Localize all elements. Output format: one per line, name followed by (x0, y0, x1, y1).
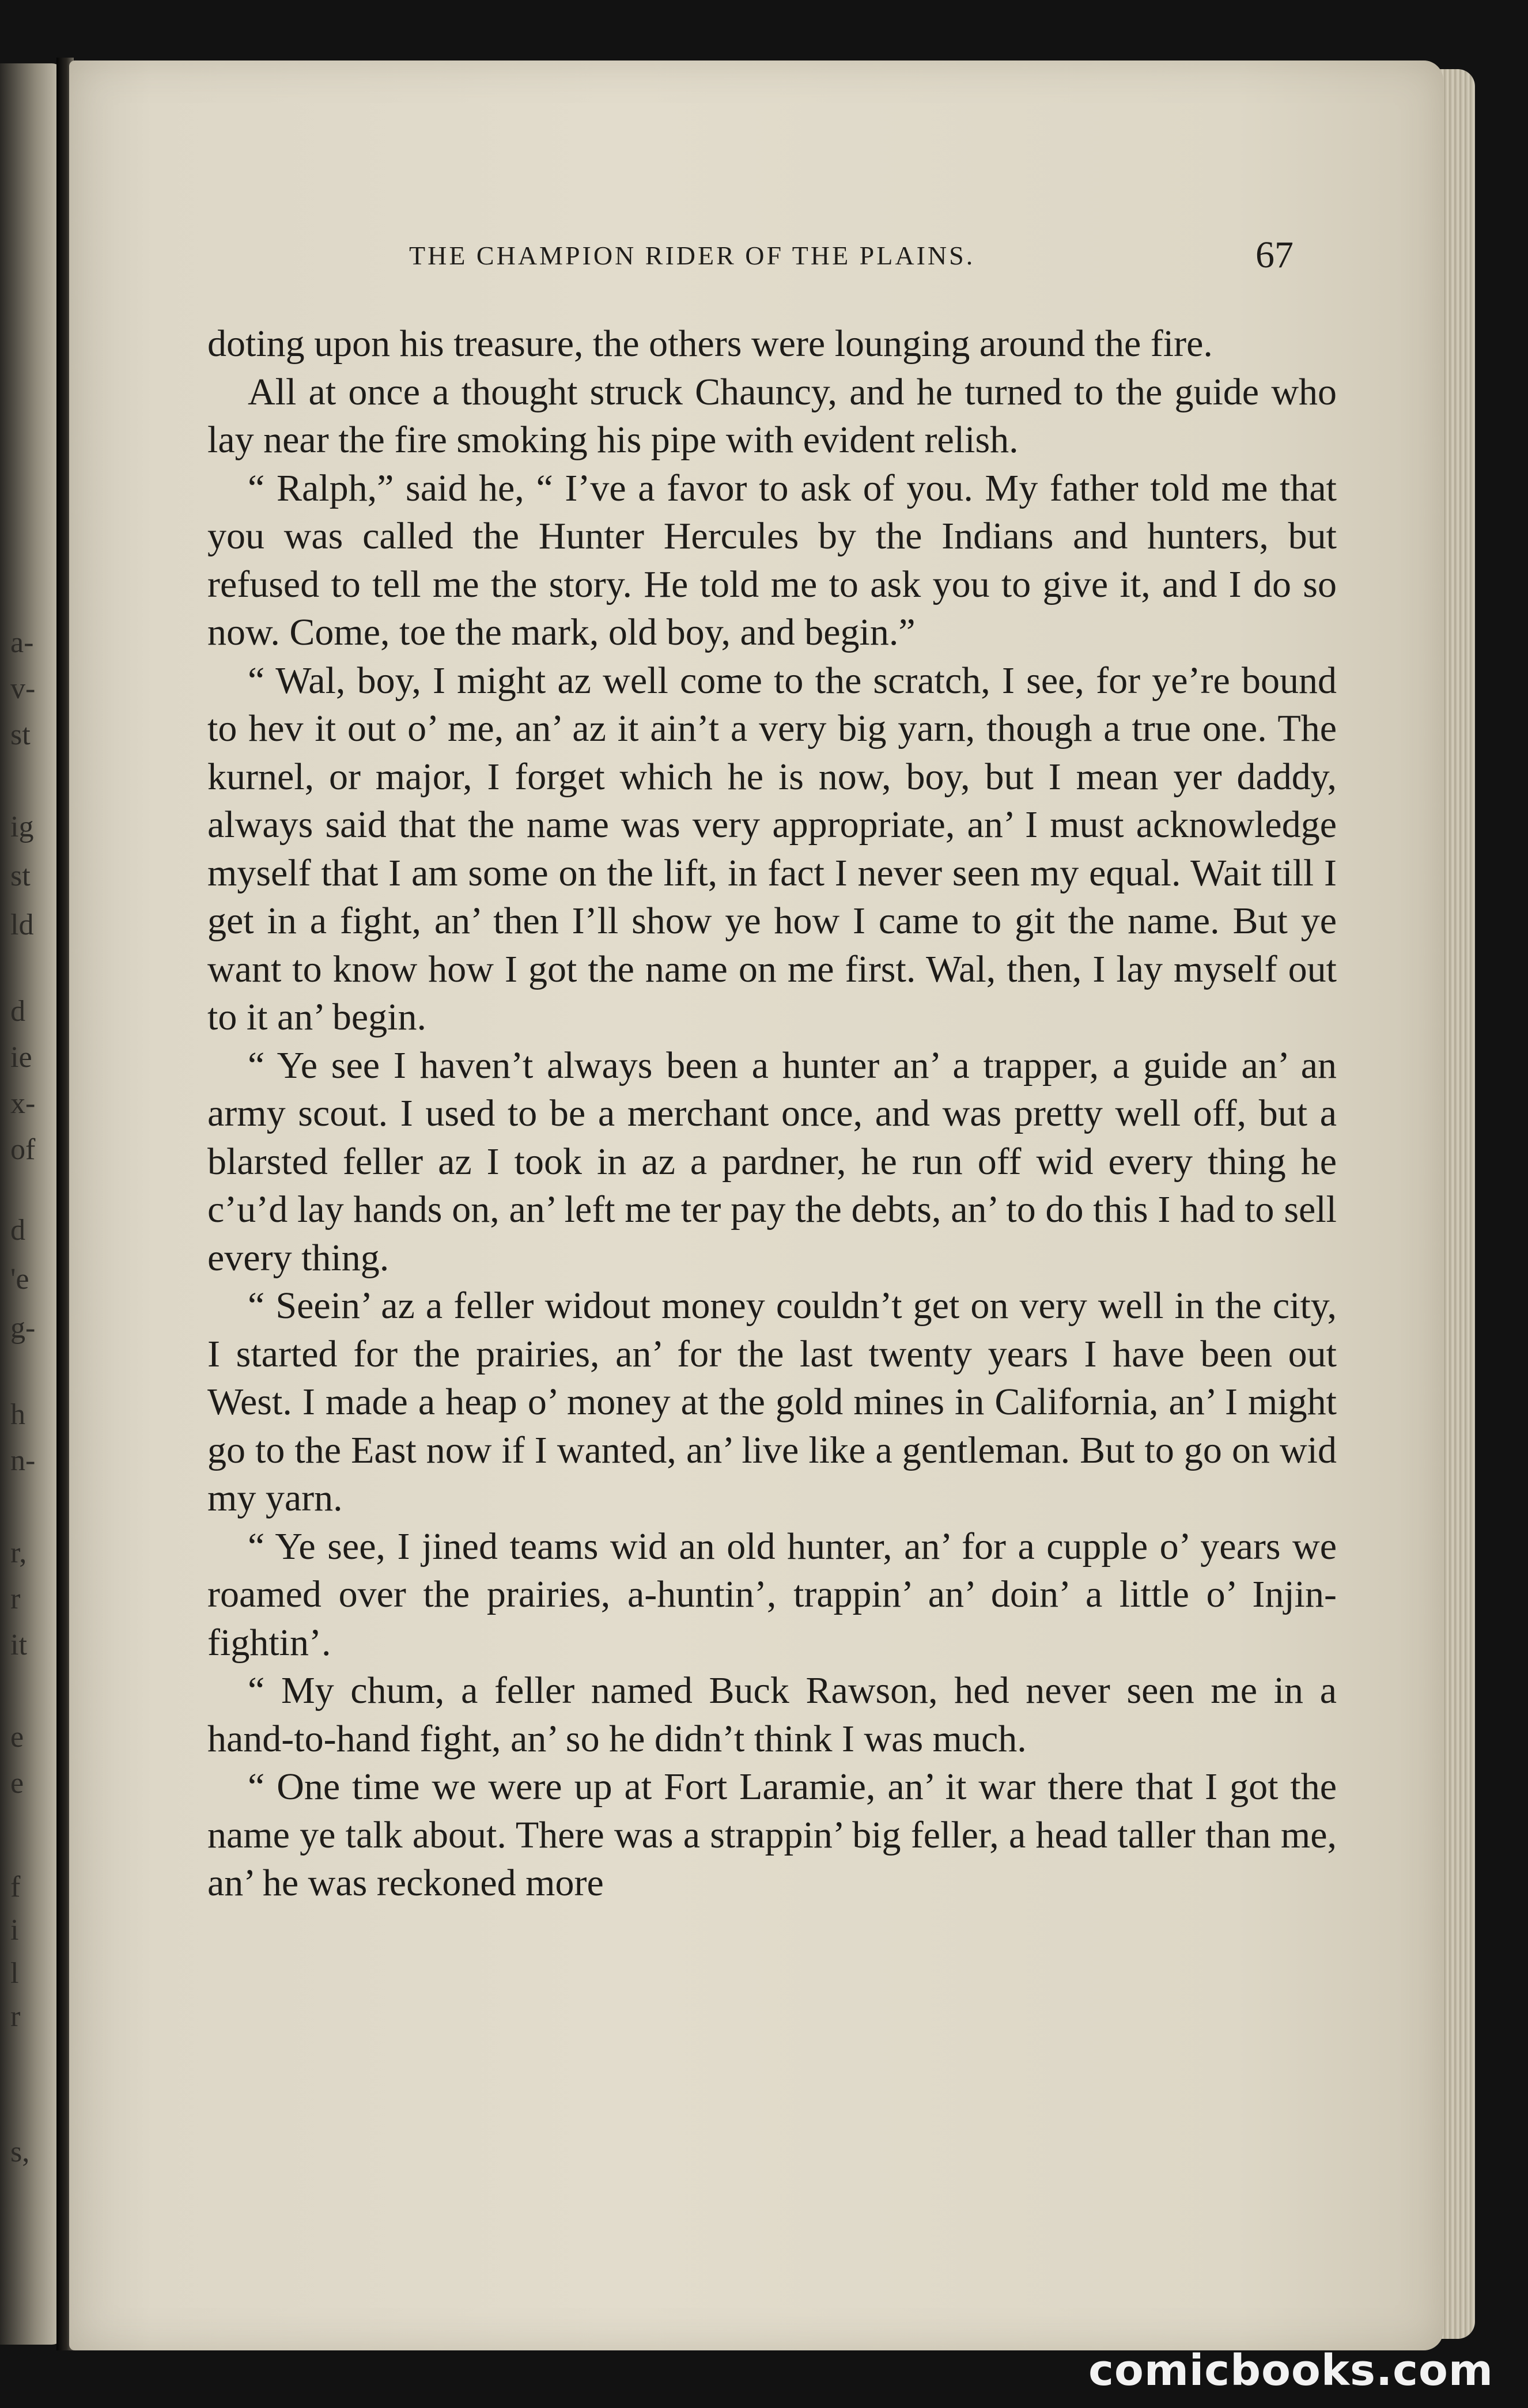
paragraph: doting upon his treasure, the others were lounging around the fire. (207, 323, 1213, 365)
left-page-fragment: 'e (10, 1263, 29, 1296)
left-page-fragment: n- (10, 1444, 36, 1477)
left-page-fragment: of (10, 1133, 36, 1166)
left-page-fragment: d (10, 995, 25, 1028)
left-page-fragment: r, (10, 1536, 27, 1569)
paragraph: “ My chum, a feller named Buck Rawson, hed never seen me in a hand-to-hand fight, an’ so he didn’t think I was much. (207, 1669, 1337, 1760)
left-page-fragment: r (10, 2000, 21, 2033)
left-page-fragment: ld (10, 908, 34, 941)
left-page-edge (0, 63, 63, 2345)
body-text (207, 320, 1337, 1907)
paragraph: “ Ye see I haven’t always been a hunter an’ a trapper, a guide an’ an army scout. I used to be a merchant once, and was pretty well off, but a blarsted feller az I took in az a pardner, he run off wid every thing he c’u’d lay hands on, an’ left me ter pay the debts, an’ to do this I had to sell every thing. (207, 1044, 1337, 1279)
left-page-fragment: h (10, 1398, 25, 1431)
paragraph: “ Seein’ az a feller widout money couldn’t get on very well in the city, I started for the prairies, an’ for the last twenty years I have been out West. I made a heap o’ money at the gold mines in California, an’ I might go to the East now if I wanted, an’ live like a gentleman. But to go on wid my yarn. (207, 1285, 1337, 1519)
left-page-fragment: e (10, 1767, 24, 1800)
left-page-fragment: g- (10, 1312, 36, 1345)
paragraph: “ One time we were up at Fort Laramie, an’ it war there that I got the name ye talk about. There was a strappin’ big feller, a head taller than me, an’ he was reckoned more (207, 1766, 1337, 1904)
left-page-fragment: it (10, 1629, 27, 1661)
left-page-fragment: s, (10, 2136, 30, 2168)
left-page-fragment: st (10, 860, 31, 892)
watermark: comicbooks.com (1088, 2346, 1493, 2395)
left-page-fragment: a- (10, 626, 34, 659)
page-header (409, 233, 1293, 279)
paragraph: “ Ralph,” said he, “ I’ve a favor to ask of you. My father told me that you was called the Hunter Hercules by the Indians and hunters, but refused to tell me the story. He told me to ask you to give it, and I do so now. Come, toe the mark, old boy, and begin.” (207, 467, 1337, 653)
paragraph: “ Ye see, I jined teams wid an old hunter, an’ for a cupple o’ years we roamed over the prairies, a-huntin’, trappin’ an’ doin’ a little o’ Injin-fightin’. (207, 1525, 1337, 1664)
page-number: 67 (1255, 234, 1293, 276)
left-page-fragment: f (10, 1871, 21, 1903)
paragraph: All at once a thought struck Chauncy, and he turned to the guide who lay near the fire smoking his pipe with evident relish. (207, 370, 1337, 461)
left-page-fragment: x- (10, 1087, 36, 1120)
left-page-fragment: i (10, 1914, 19, 1947)
left-page-fragment: ie (10, 1041, 32, 1074)
left-page-fragment: d (10, 1214, 25, 1247)
left-page-fragment: r (10, 1582, 21, 1615)
left-page-fragment: st (10, 718, 31, 751)
paragraph: “ Wal, boy, I might az well come to the scratch, I see, for ye’re bound to hev it out o’ me, an’ az it ain’t a very big yarn, though a true one. The kurnel, or major, I forget which he is now, boy, but I mean yer daddy, always said that the name was very appropriate, an’ I must acknowledge myself that I am some on the lift, in fact I never seen my equal. Wait till I get in a fight, an’ then I’ll show ye how I came to git the name. But ye want to know how I got the name on me first. Wal, then, I lay myself out to it an’ begin. (207, 659, 1337, 1038)
left-page-fragment: l (10, 1957, 19, 1990)
running-head: THE CHAMPION RIDER OF THE PLAINS. (409, 241, 975, 270)
book-page (69, 60, 1443, 2350)
left-page-fragment: e (10, 1721, 24, 1754)
left-page-fragment: ig (10, 811, 34, 843)
left-page-fragment: v- (10, 672, 36, 705)
